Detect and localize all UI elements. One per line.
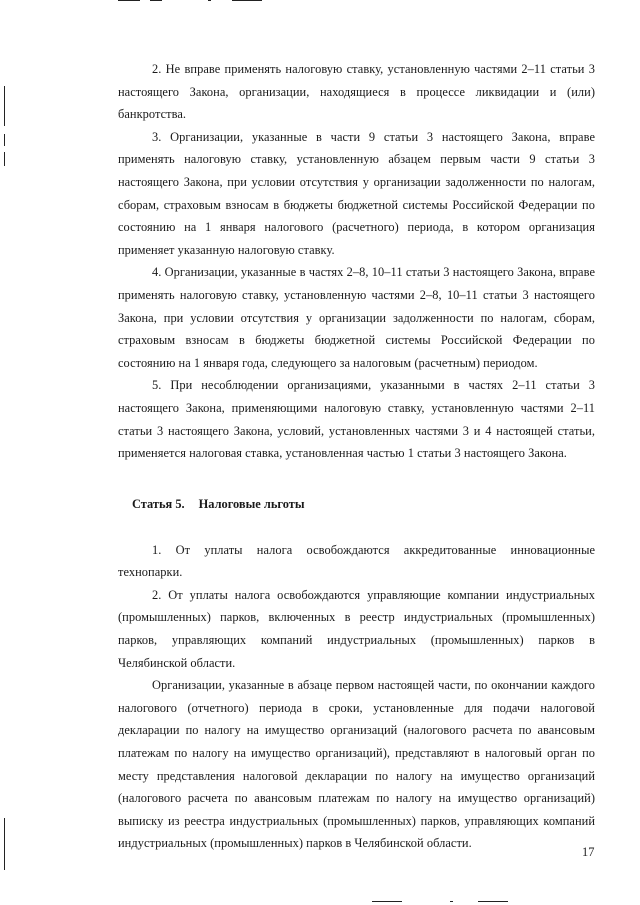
paragraph-parts-2-8-conditions: 4. Организации, указанные в частях 2–8, 10–11 статьи 3 настоящего Закона, вправе применять налоговую ставку, установленную частями 2–8, 10–11 статьи 3 настоящего Закона, при условии отсутствия у организации задолженности по налогам, сборам, страховым взносам в бюджеты бюджетной системы Российской Федерации по состоянию на 1 января года, следующего за налоговым (расчетным) периодом. <box>118 265 595 370</box>
paragraph-industrial-parks-exemption: 2. От уплаты налога освобождаются управляющие компании индустриальных (промышленных) парков, включенных в реестр индустриальных (промышленных) парков, управляющих компаний индустриальных (промышленных) парков в Челябинской области. <box>118 587 595 670</box>
scan-artifact-top-1 <box>118 0 140 1</box>
scan-artifact-top-3 <box>208 0 211 1</box>
scan-artifact-left-3 <box>4 152 5 166</box>
scan-artifact-bottom-3 <box>478 901 508 902</box>
article-heading <box>118 493 595 515</box>
scan-artifact-left-1 <box>4 86 5 126</box>
paragraph-registry-extract: Организации, указанные в абзаце первом настоящей части, по окончании каждого налогового (отчетного) периода в сроки, установленные для подачи налоговой декларации по налогу на имущество организаций (налогового расчета по авансовым платежам по налогу на имущество организаций), представляют в налоговый орган по месту представления налоговой декларации по налогу на имущество организаций (налогового расчета по авансовым платежам по налогу на имущество организаций) выписку из реестра индустриальных (промышленных) парков, управляющих компаний индустриальных (промышленных) парков в Челябинской области. <box>118 678 595 851</box>
scan-artifact-bottom-2 <box>450 901 453 902</box>
scan-artifact-bottom-1 <box>372 901 402 902</box>
scan-artifact-top-2 <box>150 0 162 1</box>
paragraph-ban-liquidation: 2. Не вправе применять налоговую ставку, установленную частями 2–11 статьи 3 настоящего Закона, организации, находящиеся в процессе ликвидации и (или) банкротства. <box>118 62 595 122</box>
paragraph-noncompliance: 5. При несоблюдении организациями, указанными в частях 2–11 статьи 3 настоящего Закона, применяющими налоговую ставку, установленную частями 2–11 статьи 3 настоящего Закона, условий, установленных частями 3 и 4 настоящей статьи, применяется налоговая ставка, установленная частью 1 статьи 3 настоящего Закона. <box>118 378 595 461</box>
scan-artifact-left-2 <box>4 134 5 146</box>
paragraph-technoparks-exemption: 1. От уплаты налога освобождаются аккредитованные инновационные технопарки. <box>118 542 595 580</box>
article-title: Налоговые льготы <box>198 496 305 511</box>
article-number: Статья 5. <box>132 496 185 511</box>
document-body <box>118 58 595 855</box>
page-number: 17 <box>582 845 595 859</box>
scan-artifact-top-4 <box>232 0 262 1</box>
scan-artifact-left-4 <box>4 818 5 870</box>
paragraph-part-9-conditions: 3. Организации, указанные в части 9 статьи 3 настоящего Закона, вправе применять налоговую ставку, установленную абзацем первым части 9 статьи 3 настоящего Закона, при условии отсутствия у организации задолженности по налогам, сборам, страховым взносам в бюджеты бюджетной системы Российской Федерации по состоянию на 1 января налогового (расчетного) периода, в котором организация применяет указанную налоговую ставку. <box>118 129 595 257</box>
